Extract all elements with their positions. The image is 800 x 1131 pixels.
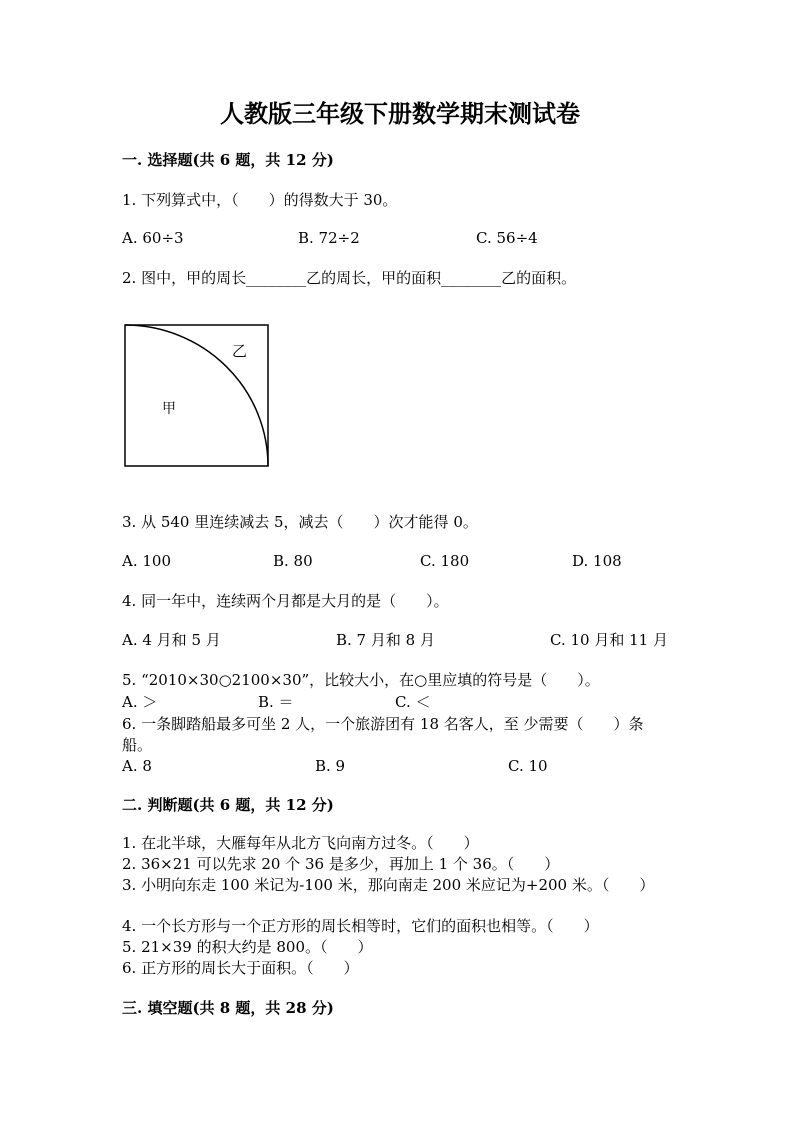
- judge-item-6: 6. 正方形的周长大于面积。（ ）: [122, 959, 359, 977]
- q5-option-c: C. ＜: [395, 693, 431, 711]
- q4-option-b: B. 7 月和 8 月: [336, 631, 435, 649]
- figure-label-yi: 乙: [232, 342, 248, 360]
- section-heading-fill: 三. 填空题(共 8 题，共 28 分): [122, 999, 334, 1017]
- judge-item-3: 3. 小明向东走 100 米记为-100 米，那向南走 200 米应记为+200 米。（ ）: [122, 876, 655, 894]
- question-5: 5. “2010×30○2100×30”，比较大小，在○里应填的符号是（ ）。: [122, 671, 600, 689]
- question-6-continued: 船。: [122, 736, 153, 754]
- q5-option-b: B. ＝: [258, 693, 294, 711]
- q1-option-b: B. 72÷2: [298, 229, 360, 247]
- page-title: 人教版三年级下册数学期末测试卷: [220, 99, 580, 128]
- figure-label-jia: 甲: [162, 401, 176, 417]
- q3-option-b: B. 80: [273, 552, 313, 570]
- square-quarter-circle-figure: [124, 324, 270, 468]
- question-3: 3. 从 540 里连续减去 5，减去（ ）次才能得 0。: [122, 513, 478, 531]
- question-2-figure: [124, 324, 270, 472]
- question-4: 4. 同一年中，连续两个月都是大月的是（ ）。: [122, 592, 449, 610]
- judge-item-2: 2. 36×21 可以先求 20 个 36 是多少，再加上 1 个 36。（ ）: [122, 855, 560, 873]
- q3-option-d: D. 108: [572, 552, 622, 570]
- judge-item-1: 1. 在北半球，大雁每年从北方飞向南方过冬。（ ）: [122, 834, 479, 852]
- judge-item-4: 4. 一个长方形与一个正方形的周长相等时，它们的面积也相等。（ ）: [122, 917, 599, 935]
- q3-option-c: C. 180: [420, 552, 470, 570]
- q4-option-a: A. 4 月和 5 月: [122, 631, 221, 649]
- q6-option-a: A. 8: [122, 757, 152, 775]
- section-heading-choice: 一. 选择题(共 6 题，共 12 分): [122, 151, 334, 169]
- question-1: 1. 下列算式中，（ ）的得数大于 30。: [122, 191, 398, 209]
- q1-option-c: C. 56÷4: [476, 229, 538, 247]
- q4-option-c: C. 10 月和 11 月: [550, 631, 668, 649]
- q1-option-a: A. 60÷3: [122, 229, 184, 247]
- q3-option-a: A. 100: [122, 552, 171, 570]
- question-2: 2. 图中，甲的周长________乙的周长，甲的面积________乙的面积。: [122, 269, 577, 287]
- section-heading-judge: 二. 判断题(共 6 题，共 12 分): [122, 796, 334, 814]
- question-6: 6. 一条脚踏船最多可坐 2 人，一个旅游团有 18 名客人，至 少需要（ ）条: [122, 715, 644, 733]
- judge-item-5: 5. 21×39 的积大约是 800。（ ）: [122, 938, 373, 956]
- q5-option-a: A. ＞: [122, 693, 158, 711]
- q6-option-c: C. 10: [508, 757, 548, 775]
- q6-option-b: B. 9: [315, 757, 346, 775]
